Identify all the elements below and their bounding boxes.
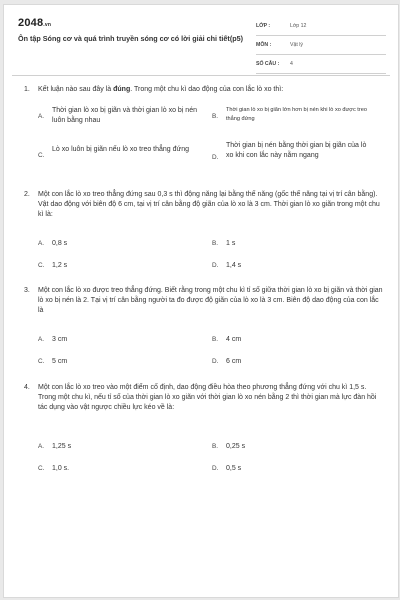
option-label: A.	[38, 443, 45, 450]
question-number: 3.	[24, 287, 30, 294]
question-text	[38, 85, 386, 95]
option-label: D.	[212, 465, 219, 472]
option-text: 3 cm	[52, 336, 68, 343]
question-text: Một con lắc lò xo treo vào một điểm cố định, dao động điều hòa theo phương thẳng đứng với chu kì 1,5 s. Trong một chu kì, nếu tỉ số của thời gian lò xo giãn với thời gian lò xo nén bằng 2 thì thời gian mà lực đàn hồi tác dụng vào vật ngược chiều lực kéo về là:	[38, 384, 377, 412]
option-text: 0,25 s	[226, 443, 246, 450]
site-logo[interactable]	[18, 17, 51, 29]
option-text: 5 cm	[52, 358, 68, 365]
option-label: C.	[38, 152, 45, 159]
logo-text: 2048	[18, 17, 44, 29]
option-label: B.	[212, 443, 219, 450]
option-text: 1,25 s	[52, 443, 72, 450]
option-text: 6 cm	[226, 358, 242, 365]
option-label: C.	[38, 358, 45, 365]
option-text: Thời gian lò xo bị giãn và thời gian lò xo bị nén luôn bằng nhau	[52, 107, 197, 124]
option-label: C.	[38, 465, 45, 472]
option-label: B.	[212, 336, 219, 343]
option-label: D.	[212, 154, 219, 161]
question-number: 2.	[24, 191, 30, 198]
question-text: Một con lắc lò xo treo thẳng đứng sau 0,3 s thì động năng lại bằng thế năng (gốc thế năng tại vị trí cân bằng). Vật dao động với biên độ 6 cm, tại vị trí cân bằng độ giãn của lò xo là 3 cm. Thời gian lò xo giãn trong một chu kì là:	[38, 191, 380, 219]
option-label: C.	[38, 262, 45, 269]
document-meta	[256, 21, 386, 78]
meta-key: MÔN :	[256, 42, 272, 48]
meta-row-count	[256, 59, 386, 74]
option-text: 1,2 s	[52, 262, 68, 269]
question-emphasis: đúng	[113, 86, 131, 93]
question-text: Một con lắc lò xo được treo thẳng đứng. Biết rằng trong một chu kì tỉ số giữa thời gian lò xo bị giãn và thời gian lò xo bị nén là 2. Tại vị trí cân bằng người ta đo được độ giãn của lò xo là 3 cm. Biên độ dao động của con lắc là	[38, 287, 383, 315]
meta-row-class	[256, 21, 386, 36]
option-label: A.	[38, 336, 45, 343]
option-text: 0,8 s	[52, 240, 68, 247]
meta-row-subject	[256, 40, 386, 55]
option-text: Lò xo luôn bị giãn nếu lò xo treo thẳng đứng	[52, 146, 190, 153]
option-text: 0,5 s	[226, 465, 242, 472]
option-label: D.	[212, 262, 219, 269]
meta-value: 4	[290, 61, 293, 67]
option-label: D.	[212, 358, 219, 365]
document-page	[3, 4, 399, 598]
header-divider	[12, 75, 390, 76]
question-text-part: . Trong một chu kì dao động của con lắc lò xo thì:	[130, 86, 284, 93]
option-label: B.	[212, 113, 219, 120]
option-text: 1 s	[226, 240, 236, 247]
meta-value: Vật lý	[290, 42, 303, 48]
option-label: A.	[38, 113, 45, 120]
option-text: 4 cm	[226, 336, 242, 343]
question-number: 1.	[24, 86, 30, 93]
document-title: Ôn tập Sóng cơ và quá trình truyền sóng cơ có lời giải chi tiết(p5)	[18, 34, 243, 43]
option-text: Thời gian bị nén bằng thời gian bị giãn của lò xo khi con lắc này nằm ngang	[226, 142, 367, 159]
document-header	[18, 17, 388, 67]
question-number: 4.	[24, 384, 30, 391]
option-text: 1,4 s	[226, 262, 242, 269]
option-text: 1,0 s.	[52, 465, 70, 472]
option-label: B.	[212, 240, 219, 247]
meta-key: LỚP :	[256, 23, 271, 29]
option-label: A.	[38, 240, 45, 247]
question-text-part: Kết luận nào sau đây là	[38, 86, 114, 93]
option-text: Thời gian lò xo bị giãn lớn hơn bị nén khi lò xo được treo thẳng đứng	[226, 107, 367, 122]
meta-key: SỐ CÂU :	[256, 61, 280, 67]
meta-value: Lớp 12	[290, 23, 307, 29]
logo-suffix: .vn	[43, 22, 52, 28]
